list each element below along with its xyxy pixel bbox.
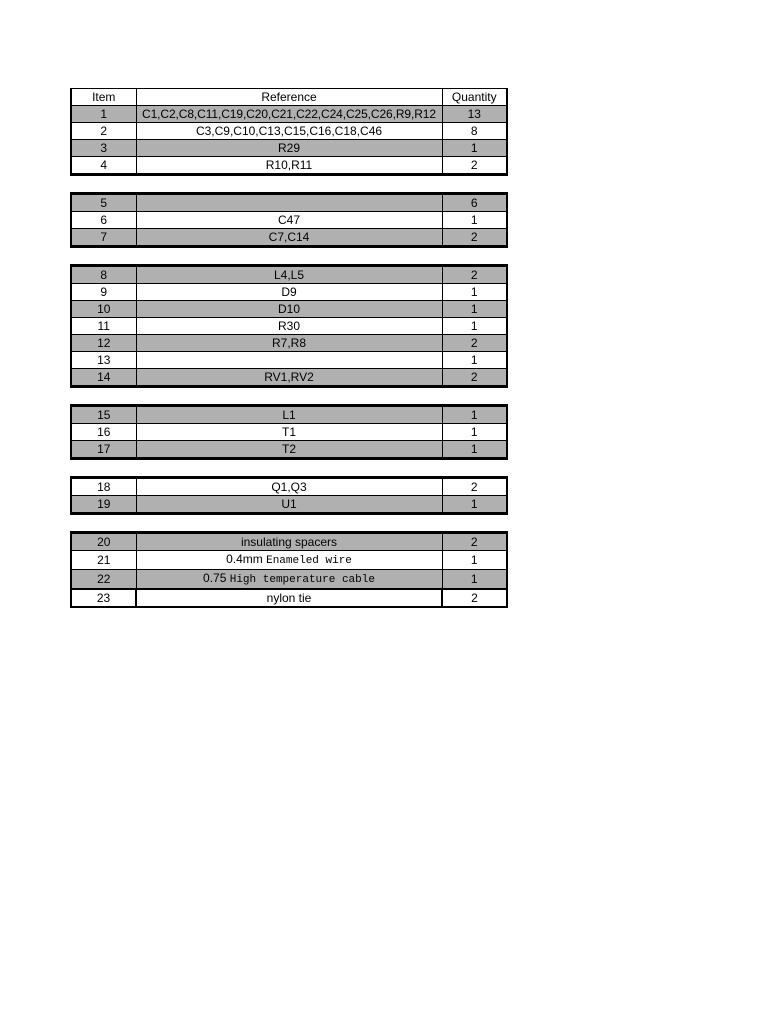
item-cell: 23: [71, 589, 136, 607]
quantity-cell: 1: [442, 570, 507, 590]
reference-cell: R30: [136, 318, 442, 335]
quantity-cell: 1: [442, 140, 507, 157]
table-row: [71, 157, 507, 175]
reference-cell: L4,L5: [136, 266, 442, 284]
bill-of-materials: [70, 88, 506, 608]
quantity-cell: 1: [442, 212, 507, 229]
table-row: [71, 335, 507, 352]
reference-part-b: High temperature cable: [229, 574, 375, 586]
group-spacer: [71, 175, 507, 194]
reference-cell: C7,C14: [136, 229, 442, 247]
reference-cell: C1,C2,C8,C11,C19,C20,C21,C22,C24,C25,C26,R9,R12: [136, 106, 442, 123]
reference-cell: C47: [136, 212, 442, 229]
item-cell: 12: [71, 335, 136, 352]
quantity-cell: 2: [442, 369, 507, 387]
group-spacer: [71, 514, 507, 533]
item-cell: 22: [71, 570, 136, 590]
quantity-cell: 1: [442, 301, 507, 318]
item-cell: 2: [71, 123, 136, 140]
table-row: [71, 140, 507, 157]
quantity-cell: 1: [442, 318, 507, 335]
quantity-cell: 8: [442, 123, 507, 140]
reference-cell: [136, 352, 442, 369]
reference-cell: Q1,Q3: [136, 478, 442, 496]
group-spacer: [71, 387, 507, 406]
table-row: [71, 352, 507, 369]
quantity-cell: 2: [442, 478, 507, 496]
table-row: [71, 533, 507, 551]
quantity-cell: 2: [442, 229, 507, 247]
group-spacer: [71, 459, 507, 478]
reference-cell: R29: [136, 140, 442, 157]
item-cell: 13: [71, 352, 136, 369]
item-cell: 8: [71, 266, 136, 284]
header-quantity: Quantity: [442, 89, 507, 106]
table-row: [71, 551, 507, 570]
reference-part-a: 0.4mm: [226, 552, 263, 566]
item-cell: 1: [71, 106, 136, 123]
reference-cell: RV1,RV2: [136, 369, 442, 387]
quantity-cell: 2: [442, 335, 507, 352]
item-cell: 21: [71, 551, 136, 570]
reference-cell: R10,R11: [136, 157, 442, 175]
table-row: [71, 266, 507, 284]
quantity-cell: 1: [442, 424, 507, 441]
quantity-cell: 2: [442, 157, 507, 175]
item-cell: 9: [71, 284, 136, 301]
reference-part-b: Enameled wire: [266, 555, 352, 567]
table-row: [71, 424, 507, 441]
item-cell: 17: [71, 441, 136, 459]
reference-cell: T1: [136, 424, 442, 441]
quantity-cell: 13: [442, 106, 507, 123]
quantity-cell: 1: [442, 551, 507, 570]
reference-cell: [136, 570, 442, 590]
table-row: [71, 301, 507, 318]
table-row: [71, 106, 507, 123]
table-row: [71, 406, 507, 424]
reference-part-a: 0.75: [203, 571, 227, 585]
header-item: Item: [71, 89, 136, 106]
table-row: [71, 369, 507, 387]
table-row: [71, 589, 507, 607]
quantity-cell: 2: [442, 589, 507, 607]
reference-cell: nylon tie: [136, 589, 442, 607]
reference-cell: D9: [136, 284, 442, 301]
table-row: [71, 496, 507, 514]
group-spacer: [71, 247, 507, 266]
quantity-cell: 2: [442, 533, 507, 551]
table-row: [71, 318, 507, 335]
header-reference: Reference: [136, 89, 442, 106]
reference-cell: insulating spacers: [136, 533, 442, 551]
item-cell: 11: [71, 318, 136, 335]
bom-table: [70, 88, 508, 608]
reference-cell: R7,R8: [136, 335, 442, 352]
header-row: [71, 89, 507, 106]
item-cell: 5: [71, 194, 136, 212]
reference-cell: D10: [136, 301, 442, 318]
quantity-cell: 1: [442, 352, 507, 369]
table-row: [71, 229, 507, 247]
item-cell: 20: [71, 533, 136, 551]
table-row: [71, 284, 507, 301]
item-cell: 16: [71, 424, 136, 441]
reference-cell: C3,C9,C10,C13,C15,C16,C18,C46: [136, 123, 442, 140]
item-cell: 19: [71, 496, 136, 514]
reference-cell: U1: [136, 496, 442, 514]
quantity-cell: 1: [442, 496, 507, 514]
reference-cell: [136, 551, 442, 570]
item-cell: 6: [71, 212, 136, 229]
quantity-cell: 1: [442, 441, 507, 459]
table-row: [71, 194, 507, 212]
quantity-cell: 1: [442, 406, 507, 424]
table-row: [71, 212, 507, 229]
table-row: [71, 123, 507, 140]
table-row: [71, 478, 507, 496]
reference-cell: T2: [136, 441, 442, 459]
quantity-cell: 2: [442, 266, 507, 284]
reference-cell: [136, 194, 442, 212]
reference-cell: L1: [136, 406, 442, 424]
quantity-cell: 1: [442, 284, 507, 301]
table-row: [71, 570, 507, 590]
item-cell: 4: [71, 157, 136, 175]
item-cell: 3: [71, 140, 136, 157]
item-cell: 10: [71, 301, 136, 318]
quantity-cell: 6: [442, 194, 507, 212]
table-row: [71, 441, 507, 459]
item-cell: 15: [71, 406, 136, 424]
item-cell: 14: [71, 369, 136, 387]
item-cell: 7: [71, 229, 136, 247]
item-cell: 18: [71, 478, 136, 496]
